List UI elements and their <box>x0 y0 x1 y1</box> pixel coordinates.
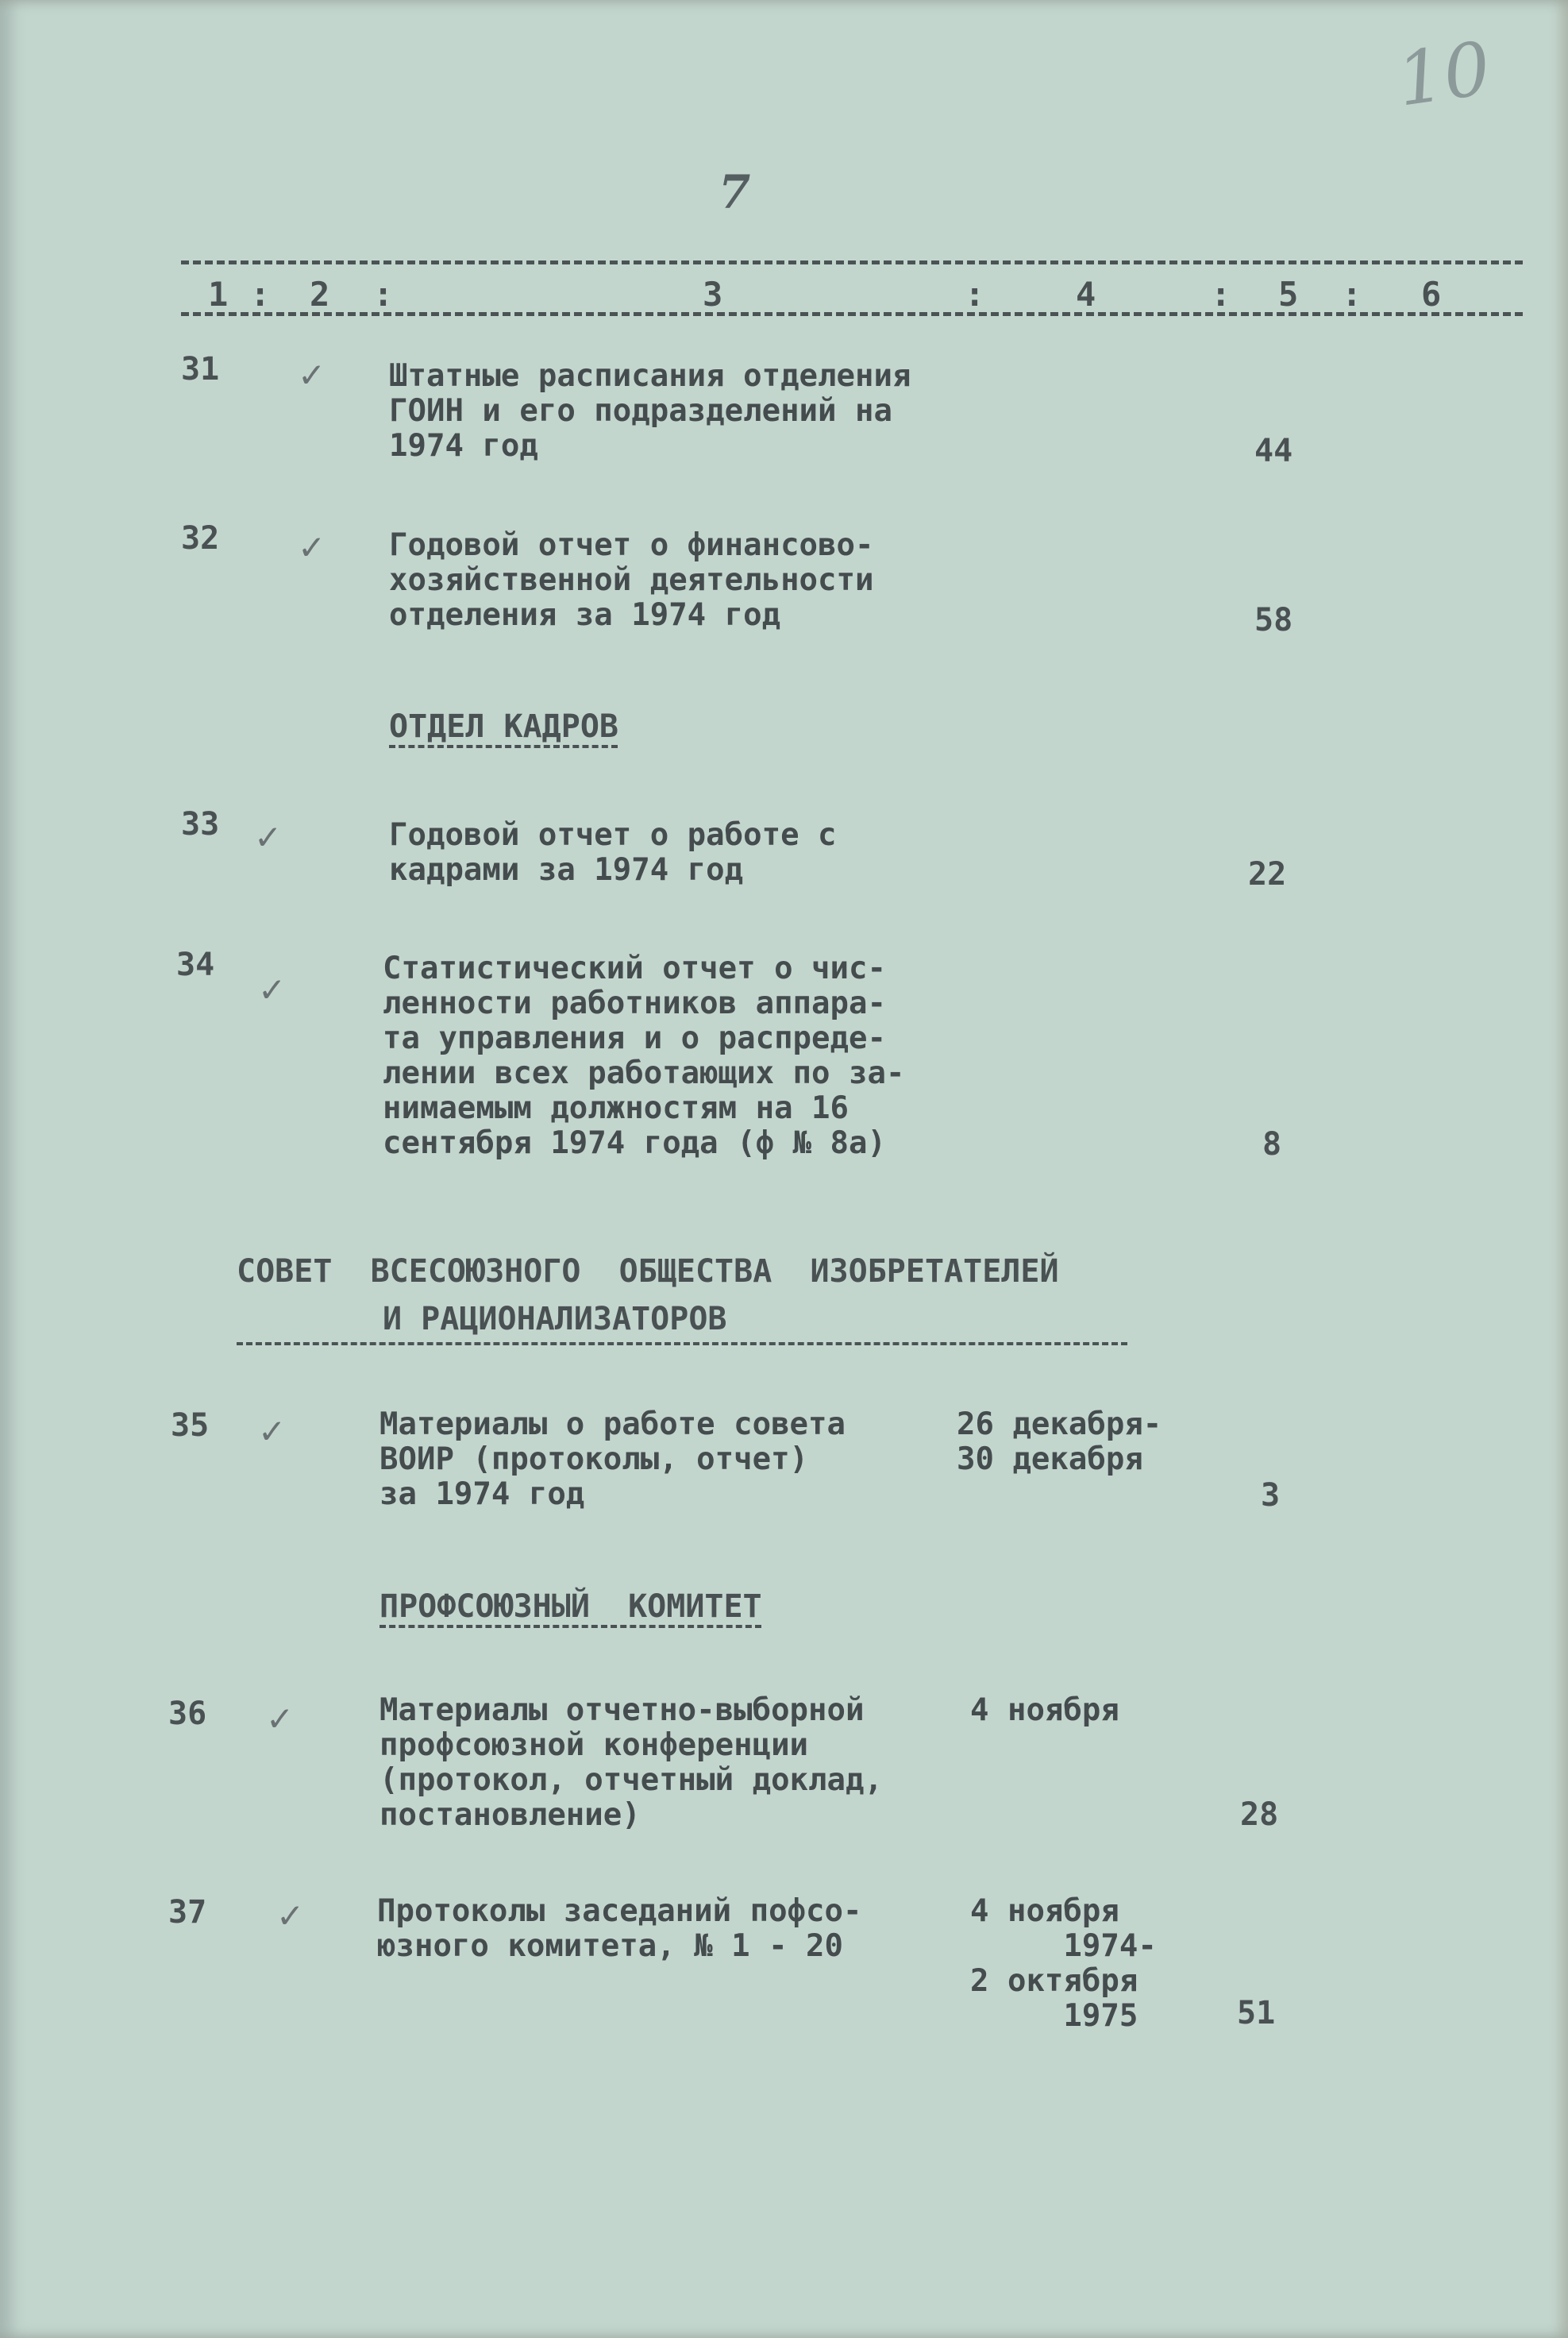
col-sep: : <box>250 275 271 314</box>
entry-title: Штатные расписания отделения ГОИН и его подразделений на 1974 год <box>389 358 911 464</box>
check-mark: ✓ <box>266 1699 295 1738</box>
section-heading-voir: СОВЕТ ВСЕСОЮЗНОГО ОБЩЕСТВА ИЗОБРЕТАТЕЛЕЙ <box>237 1253 1059 1290</box>
col-sep: : <box>373 275 394 314</box>
entry-number: 34 <box>176 947 215 983</box>
entry-number: 35 <box>171 1407 210 1444</box>
entry-number: 37 <box>168 1894 207 1931</box>
section-heading-personnel: ОТДЕЛ КАДРОВ <box>389 708 618 745</box>
col-4: 4 <box>1076 275 1096 314</box>
page-number: 7 <box>719 165 751 219</box>
col-sep: : <box>1211 275 1231 314</box>
entry-dates: 4 ноября <box>970 1692 1119 1728</box>
header-rule-top <box>181 260 1523 264</box>
check-mark: ✓ <box>298 356 326 395</box>
sheet-count: 28 <box>1240 1796 1279 1833</box>
entry-title: Материалы отчетно-выборной профсоюзной конференции (протокол, отчетный доклад, постановление) <box>379 1692 883 1833</box>
section-heading-voir-line2: И РАЦИОНАЛИЗАТОРОВ <box>383 1301 727 1337</box>
entry-title: Протоколы заседаний пофсо- юзного комитета, № 1 - 20 <box>377 1893 862 1964</box>
entry-number: 36 <box>168 1696 207 1732</box>
entry-title: Годовой отчет о работе с кадрами за 1974 год <box>389 817 837 888</box>
sheet-count: 58 <box>1254 602 1293 639</box>
entry-title: Материалы о работе совета ВОИР (протоколы, отчет) за 1974 год <box>379 1406 846 1512</box>
check-mark: ✓ <box>276 1896 305 1935</box>
col-sep: : <box>965 275 985 314</box>
col-5: 5 <box>1278 275 1299 314</box>
entry-number: 31 <box>181 351 220 388</box>
check-mark: ✓ <box>258 970 287 1009</box>
sheet-count: 51 <box>1237 1995 1276 2031</box>
entry-dates: 4 ноября 1974- 2 октября 1975 <box>970 1893 1157 2034</box>
entry-number: 33 <box>181 806 220 843</box>
entry-title: Годовой отчет о финансово- хозяйственной деятельности отделения за 1974 год <box>389 527 874 633</box>
sheet-count: 3 <box>1261 1477 1281 1514</box>
sheet-number: 10 <box>1392 25 1496 123</box>
header-rule-bottom <box>181 312 1523 316</box>
section-heading-union: ПРОФСОЮЗНЫЙ КОМИТЕТ <box>379 1588 762 1625</box>
check-mark: ✓ <box>298 528 326 567</box>
entry-number: 32 <box>181 520 220 557</box>
col-1: 1 <box>208 275 229 314</box>
section-heading-rule <box>237 1342 1127 1345</box>
col-sep: : <box>1342 275 1362 314</box>
sheet-count: 22 <box>1248 856 1287 893</box>
entry-dates: 26 декабря- 30 декабря <box>957 1406 1162 1477</box>
check-mark: ✓ <box>258 1412 287 1451</box>
sheet-count: 44 <box>1254 433 1293 469</box>
col-3: 3 <box>703 275 723 314</box>
entry-title: Статистический отчет о чис- ленности работников аппара- та управления и о распреде- лении всех работающих по за- нимаемым должностям на 16 сентября 1974 года (ф № 8а) <box>383 951 905 1161</box>
check-mark: ✓ <box>254 818 283 857</box>
col-6: 6 <box>1421 275 1442 314</box>
sheet-count: 8 <box>1262 1126 1282 1163</box>
col-2: 2 <box>310 275 330 314</box>
